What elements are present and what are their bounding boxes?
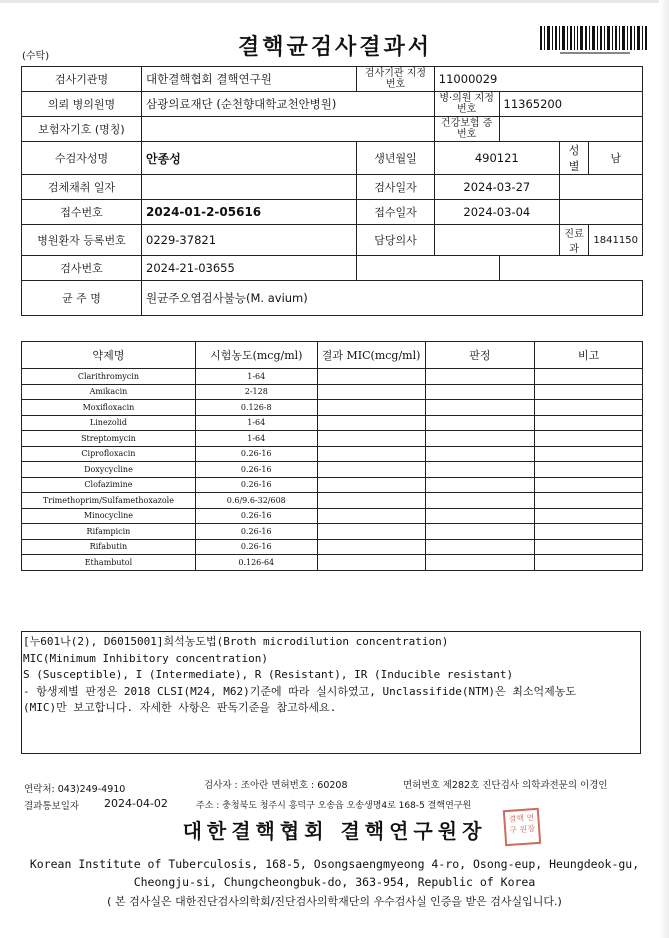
doctor-value [434,225,559,256]
note [535,400,643,416]
barcode-image [540,26,650,56]
drug-row [22,400,643,416]
remarks-line: - 항생제별 판정은 2018 CLSI(M24, M62)기준에 따라 실시하였고, Unclassifide(NTM)은 최소억제농도 [23,684,577,698]
drug-name: Clarithromycin [22,369,196,385]
judgement [425,400,535,416]
remarks-box [21,631,641,754]
note [535,539,643,555]
mic-result [317,431,425,447]
drug-row [22,462,643,478]
mic-result [317,446,425,462]
mic-result [317,539,425,555]
patient-info-table [21,66,643,316]
note [535,493,643,509]
note [535,555,643,571]
judge-header: 판정 [425,342,535,369]
lab-code-label: 검사기관 지정번호 [357,67,435,92]
test-concentration: 0.26-16 [195,539,317,555]
test-concentration: 1-64 [195,431,317,447]
test-concentration: 0.26-16 [195,508,317,524]
insured-label: 보험자기호 (명칭) [22,117,142,142]
test-concentration: 0.26-16 [195,524,317,540]
address-short: 주소 : 충청북도 청주시 흥덕구 오송읍 오송생명4로 168-5 결핵연구원 [196,801,472,811]
drug-name: Minocycline [22,508,196,524]
collect-value [142,175,357,200]
drug-row [22,369,643,385]
doctor-label: 담당의사 [357,225,435,256]
drug-name: Trimethoprim/Sulfamethoxazole [22,493,196,509]
health-no-label: 건강보험 증번호 [434,117,499,142]
remarks-line: S (Susceptible), I (Intermediate), R (Resistant), IR (Inducible resistant) [23,668,514,681]
drug-name: Streptomycin [22,431,196,447]
organism-label: 균 주 명 [22,281,142,316]
mic-result [317,508,425,524]
judgement [425,431,535,447]
specialist: 면허번호 제282호 진단검사 의학과전문의 이경인 [403,780,608,791]
organization-name: 대한결핵협회 결핵연구원장 [182,819,487,843]
test-concentration: 0.26-16 [195,477,317,493]
judgement [425,446,535,462]
test-date-label: 검사일자 [357,175,435,200]
birth-value: 490121 [434,142,559,175]
receipt-date-value: 2024-03-04 [434,200,559,225]
drug-header: 약제명 [22,342,196,369]
sex-label: 성별 [559,142,589,175]
sex-value: 남 [589,142,643,175]
mic-header: 결과 MIC(mcg/ml) [317,342,425,369]
judgement [425,508,535,524]
top-border [0,0,669,3]
mic-result [317,555,425,571]
examiner: 검사자 : 조아란 면허번호 : 60208 [204,780,348,791]
birth-label: 생년월일 [357,142,435,175]
test-concentration: 0.126-64 [195,555,317,571]
judgement [425,555,535,571]
judgement [425,384,535,400]
test-no-label: 검사번호 [22,256,142,281]
mic-result [317,384,425,400]
test-concentration: 1-64 [195,369,317,385]
lab-label: 검사기관명 [22,67,142,92]
address-en-line2: Cheongju-si, Chungcheongbuk-do, 363-954, Republic of Korea [133,875,536,889]
test-no-value: 2024-21-03655 [142,256,357,281]
drug-name: Amikacin [22,384,196,400]
drug-row [22,524,643,540]
address-en-line1: Korean Institute of Tuberculosis, 168-5, Osongsaengmyeong 4-ro, Osong-eup, Heungdeok-gu, [29,857,640,871]
note [535,524,643,540]
consignment-mark: (수탁) [22,51,50,62]
dept-label: 진료과 [559,225,589,256]
judgement [425,524,535,540]
remarks-line: MIC(Minimum Inhibitory concentration) [23,651,269,665]
note [535,462,643,478]
blank-cell [559,200,642,225]
conc-header: 시험농도(mcg/ml) [195,342,317,369]
mic-result [317,369,425,385]
drug-row [22,539,643,555]
note [535,508,643,524]
scan-shadow [659,0,669,938]
blank-cell [559,175,642,200]
drug-name: Moxifloxacin [22,400,196,416]
mic-result [317,415,425,431]
mic-result [317,493,425,509]
official-seal: 결핵 연구 원장 [503,808,541,846]
note [535,384,643,400]
test-date-value: 2024-03-27 [434,175,559,200]
judgement [425,493,535,509]
health-no-value [499,117,643,142]
drug-row [22,446,643,462]
judgement [425,462,535,478]
mic-result [317,477,425,493]
judgement [425,415,535,431]
receipt-value: 2024-01-2-05616 [142,200,357,225]
drug-row [22,415,643,431]
drug-name: Rifabutin [22,539,196,555]
drug-name: Clofazimine [22,477,196,493]
judgement [425,539,535,555]
drug-name: Ethambutol [22,555,196,571]
hospital-value: 삼광의료재단 (순천향대학교천안병원) [142,92,435,117]
judgement [425,477,535,493]
report-date-label: 결과통보일자 [24,801,80,812]
drug-row [22,555,643,571]
collect-label: 검체채취 일자 [22,175,142,200]
report-date: 2024-04-02 [104,797,168,810]
page-title: 결핵균검사결과서 [237,34,433,60]
receipt-date-label: 접수일자 [357,200,435,225]
hospital-code-label: 병·의원 지정번호 [434,92,499,117]
lab-code-value: 11000029 [434,67,642,92]
reg-label: 병원환자 등록번호 [22,225,142,256]
test-concentration: 0.26-16 [195,462,317,478]
blank-cell [357,256,499,281]
patient-value: 안종성 [142,142,357,175]
lab-value: 대한결핵협회 결핵연구원 [142,67,357,92]
patient-label: 수검자성명 [22,142,142,175]
mic-result [317,400,425,416]
test-concentration: 0.126-8 [195,400,317,416]
drug-row [22,493,643,509]
judgement [425,369,535,385]
insured-value [142,117,435,142]
dept-value: 1841150 [589,225,643,256]
drug-row [22,477,643,493]
contact: 연락처: 043)249-4910 [24,784,126,795]
drug-name: Linezolid [22,415,196,431]
test-concentration: 0.6/9.6-32/608 [195,493,317,509]
drug-susceptibility-table [21,341,643,571]
mic-result [317,524,425,540]
test-concentration: 2-128 [195,384,317,400]
hospital-code-value: 11365200 [499,92,643,117]
remarks-line: [누601나(2), D6015001]희석농도법(Broth microdilution concentration) [23,635,449,648]
mic-result [317,462,425,478]
note-header: 비고 [535,342,643,369]
test-concentration: 0.26-16 [195,446,317,462]
note [535,431,643,447]
reg-value: 0229-37821 [142,225,357,256]
drug-name: Rifampicin [22,524,196,540]
note [535,477,643,493]
drug-name: Ciprofloxacin [22,446,196,462]
receipt-label: 접수번호 [22,200,142,225]
drug-row [22,508,643,524]
drug-row [22,384,643,400]
organism-value: 원균주오염검사불능(M. avium) [142,281,643,316]
drug-row [22,431,643,447]
hospital-label: 의뢰 병의원명 [22,92,142,117]
test-concentration: 1-64 [195,415,317,431]
note [535,415,643,431]
certification-note: ( 본 검사실은 대한진단검사의학회/진단검사의학재단의 우수검사실 인증을 받은 검사실입니다.) [107,895,562,908]
note [535,369,643,385]
remarks-line: (MIC)만 보고합니다. 자세한 사항은 판독기준을 참고하세요. [23,701,337,714]
note [535,446,643,462]
blank-cell [499,256,643,281]
drug-name: Doxycycline [22,462,196,478]
